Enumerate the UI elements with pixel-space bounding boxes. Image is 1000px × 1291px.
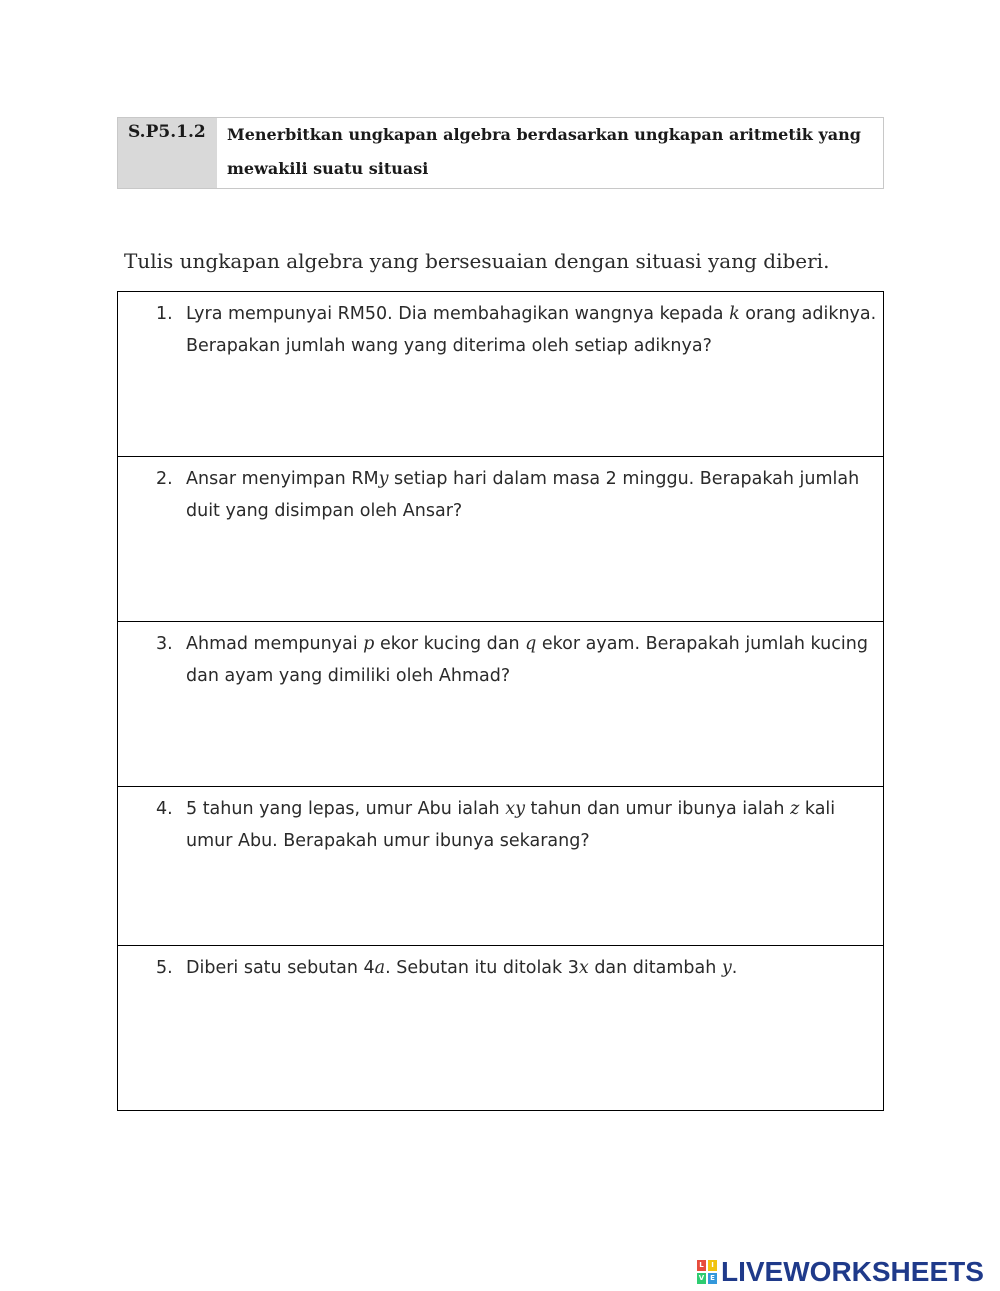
question-row-1[interactable] xyxy=(118,292,883,457)
question-text: Diberi satu sebutan 4a. Sebutan itu ditolak 3x dan ditambah y. xyxy=(186,958,738,978)
question-text: Ahmad mempunyai p ekor kucing dan q ekor ayam. Berapakah jumlah kucing dan ayam yang dimiliki oleh Ahmad? xyxy=(186,634,868,686)
question-row-3[interactable] xyxy=(118,622,883,787)
logo-block-e: E xyxy=(708,1273,717,1284)
standard-description-line1: Menerbitkan ungkapan algebra berdasarkan ungkapan aritmetik yang xyxy=(227,125,861,144)
question-row-5[interactable] xyxy=(118,946,883,1110)
standard-code: S.P5.1.2 xyxy=(118,118,217,188)
learning-standard-box xyxy=(117,117,884,189)
logo-text: LIVEWORKSHEETS xyxy=(721,1256,984,1287)
question-number: 1. xyxy=(156,304,173,324)
liveworksheets-logo[interactable] xyxy=(697,1256,984,1288)
question-table xyxy=(117,291,884,1111)
standard-description xyxy=(217,114,883,188)
instruction-text: Tulis ungkapan algebra yang bersesuaian dengan situasi yang diberi. xyxy=(124,249,830,273)
question-row-4[interactable] xyxy=(118,787,883,946)
standard-description-line2: mewakili suatu situasi xyxy=(227,159,429,178)
question-number: 5. xyxy=(156,958,173,978)
question-text: Ansar menyimpan RMy setiap hari dalam masa 2 minggu. Berapakah jumlah duit yang disimpan oleh Ansar? xyxy=(186,469,860,521)
question-number: 2. xyxy=(156,469,173,489)
logo-block-v: V xyxy=(698,1274,705,1282)
question-number: 4. xyxy=(156,799,173,819)
logo-block-i: I xyxy=(708,1260,717,1271)
question-text: Lyra mempunyai RM50. Dia membahagikan wangnya kepada k orang adiknya. Berapakan jumlah wang yang diterima oleh setiap adiknya? xyxy=(186,304,877,356)
logo-blocks-icon xyxy=(697,1260,717,1284)
question-row-2[interactable] xyxy=(118,457,883,622)
question-number: 3. xyxy=(156,634,173,654)
question-text: 5 tahun yang lepas, umur Abu ialah xy tahun dan umur ibunya ialah z kali umur Abu. Berapakah umur ibunya sekarang? xyxy=(186,799,836,851)
logo-block-l: L xyxy=(697,1260,706,1271)
